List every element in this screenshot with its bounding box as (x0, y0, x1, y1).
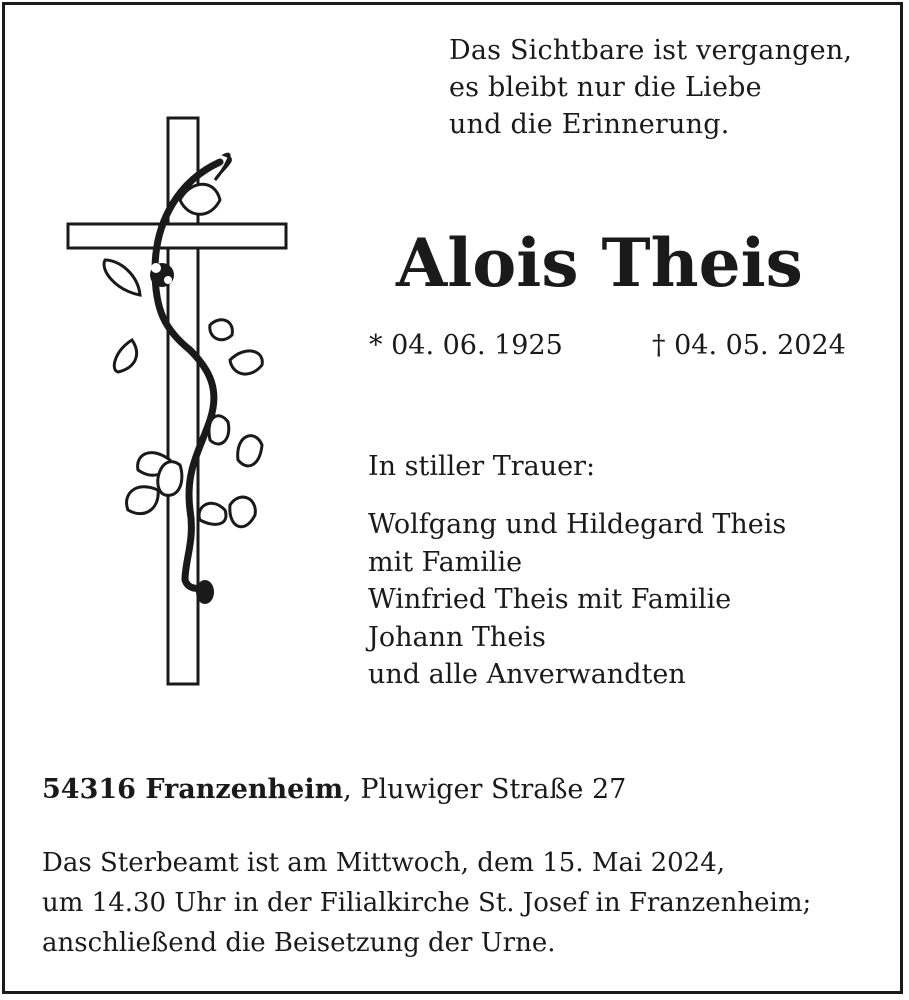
deceased-name: Alois Theis (396, 224, 803, 302)
mourner-line: mit Familie (368, 546, 523, 578)
address-place: 54316 Franzenheim (42, 774, 344, 805)
mourner-line: Winfried Theis mit Familie (368, 584, 732, 615)
mourners-list (368, 506, 786, 694)
motto-line: und die Erinnerung. (449, 109, 730, 140)
funeral-line: Das Sterbeamt ist am Mittwoch, dem 15. Mai 2024, (42, 848, 725, 878)
funeral-line: anschließend die Beisetzung der Urne. (42, 928, 556, 958)
funeral-info (42, 843, 811, 963)
mourner-line: Wolfgang und Hildegard Theis (368, 509, 787, 540)
funeral-line: um 14.30 Uhr in der Filialkirche St. Josef in Franzenheim; (42, 888, 812, 918)
address-street: , Pluwiger Straße 27 (343, 774, 627, 805)
mourner-line: Johann Theis (368, 621, 546, 653)
motto-line: es bleibt nur die Liebe (449, 72, 762, 103)
death-date: † 04. 05. 2024 (652, 330, 846, 361)
address (42, 770, 626, 810)
cross-with-rose-vine-icon (60, 110, 295, 690)
birth-date: * 04. 06. 1925 (369, 330, 563, 361)
mourner-line: und alle Anverwandten (368, 659, 686, 690)
motto (449, 32, 852, 143)
mourning-intro: In stiller Trauer: (368, 451, 596, 482)
motto-line: Das Sichtbare ist vergangen, (449, 35, 853, 66)
